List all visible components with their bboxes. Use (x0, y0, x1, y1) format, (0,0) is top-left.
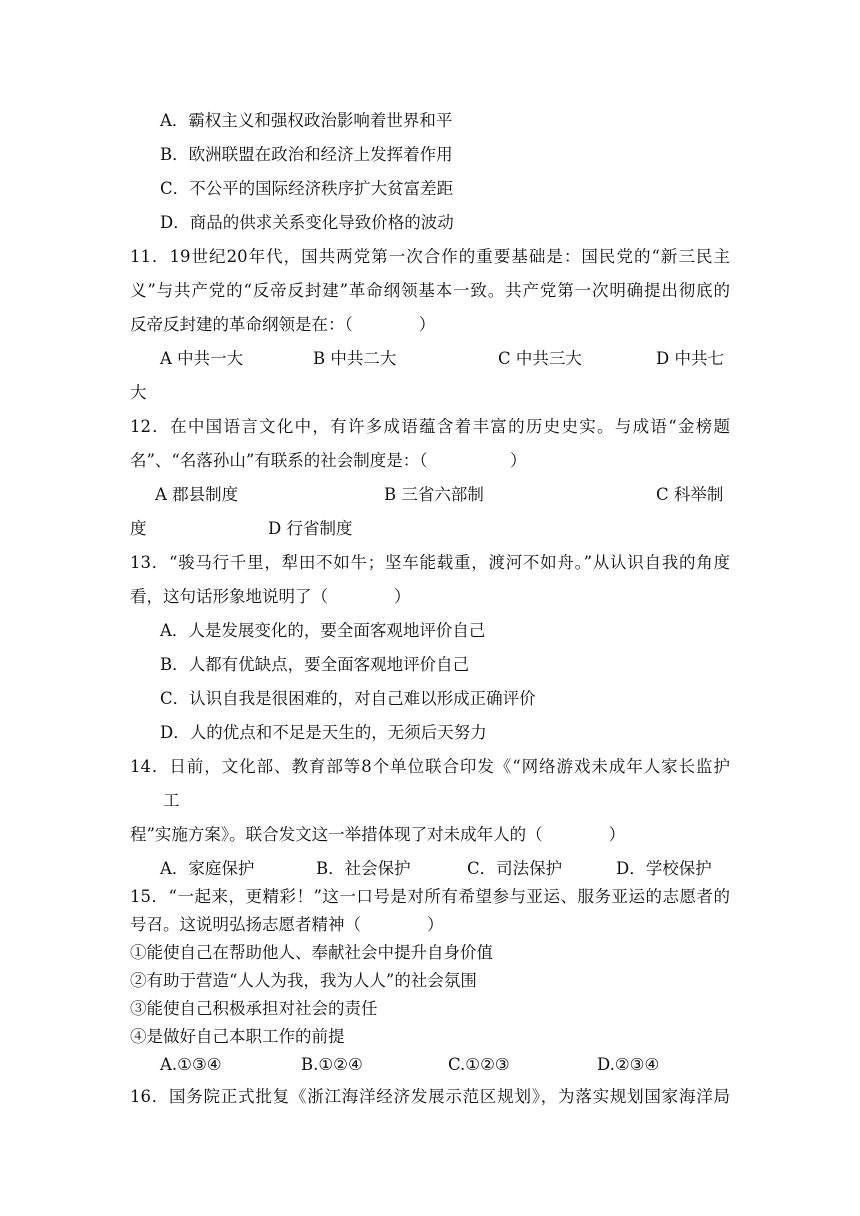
q12-option-a: A 郡县制度 (155, 485, 239, 504)
q12-option-c-wrap: 度 (130, 519, 147, 538)
q11-stem-line2: 义”与共产党的“反帝反封建”革命纲领基本一致。共产党第一次明确提出彻底的 (130, 281, 730, 300)
q15-option-d: D.②③④ (597, 1055, 660, 1074)
q11-option-a: A 中共一大 (160, 349, 244, 368)
q12-stem-line2: 名”、“名落孙山”有联系的社会制度是：（ ） (130, 451, 527, 470)
q11-option-c: C 中共三大 (498, 349, 582, 368)
q13-option-a: A．人是发展变化的，要全面客观地评价自己 (160, 621, 486, 640)
q12-option-c: C 科举制 (656, 485, 724, 504)
q12-option-d: D 行省制度 (268, 519, 353, 538)
q13-stem-line1: 13．“骏马行千里，犁田不如牛；坚车能载重，渡河不如舟。”从认识自我的角度 (130, 553, 730, 572)
q10-option-b: B．欧洲联盟在政治和经济上发挥着作用 (160, 145, 453, 164)
q11-stem-line1: 11．19世纪20年代，国共两党第一次合作的重要基础是：国民党的“新三民主 (130, 247, 730, 266)
q15-option-a: A.①③④ (160, 1055, 222, 1074)
q15-item-1: ①能使自己在帮助他人、奉献社会中提升自身价值 (130, 943, 493, 962)
q14-option-a: A．家庭保护 (160, 859, 255, 878)
q15-item-3: ③能使自己积极承担对社会的责任 (130, 999, 378, 1018)
q14-stem-line2: 程”实施方案》。联合发文这一举措体现了对未成年人的（ ） (130, 825, 626, 844)
q13-option-b: B．人都有优缺点，要全面客观地评价自己 (160, 655, 470, 674)
q15-stem-line1: 15．“一起来，更精彩！”这一口号是对所有希望参与亚运、服务亚运的志愿者的 (130, 887, 730, 906)
q13-option-d: D．人的优点和不足是天生的，无须后天努力 (160, 723, 487, 742)
q14-option-c: C．司法保护 (467, 859, 563, 878)
q14-stem-line1: 14．日前，文化部、教育部等8个单位联合印发《“网络游戏未成年人家长监护 (130, 757, 730, 776)
q11-option-d: D 中共七 (656, 349, 724, 368)
q11-stem-line3: 反帝反封建的革命纲领是在：（ ） (130, 315, 436, 334)
q10-option-a: A．霸权主义和强权政治影响着世界和平 (160, 111, 453, 130)
q15-item-2: ②有助于营造“人人为我，我为人人”的社会氛围 (130, 971, 477, 990)
q14-option-d: D．学校保护 (616, 859, 712, 878)
q15-item-4: ④是做好自己本职工作的前提 (130, 1027, 345, 1046)
q10-option-d: D．商品的供求关系变化导致价格的波动 (160, 213, 454, 232)
q12-option-b: B 三省六部制 (384, 485, 484, 504)
q15-option-c: C.①②③ (448, 1055, 510, 1074)
q14-stem-line1-wrap: 工 (163, 791, 180, 810)
q10-option-c: C．不公平的国际经济秩序扩大贫富差距 (160, 179, 454, 198)
q16-stem-line1: 16．国务院正式批复《浙江海洋经济发展示范区规划》，为落实规划国家海洋局 (130, 1087, 730, 1106)
q13-option-c: C．认识自我是很困难的，对自己难以形成正确评价 (160, 689, 536, 708)
q11-option-d-wrap: 大 (130, 383, 147, 402)
q15-option-b: B.①②④ (301, 1055, 363, 1074)
q12-stem-line1: 12．在中国语言文化中，有许多成语蕴含着丰富的历史史实。与成语“金榜题 (130, 417, 730, 436)
q15-stem-line2: 号召。这说明弘扬志愿者精神（ ） (130, 915, 444, 934)
q13-stem-line2: 看，这句话形象地说明了（ ） (130, 587, 411, 606)
q11-option-b: B 中共二大 (313, 349, 397, 368)
q14-option-b: B．社会保护 (316, 859, 411, 878)
